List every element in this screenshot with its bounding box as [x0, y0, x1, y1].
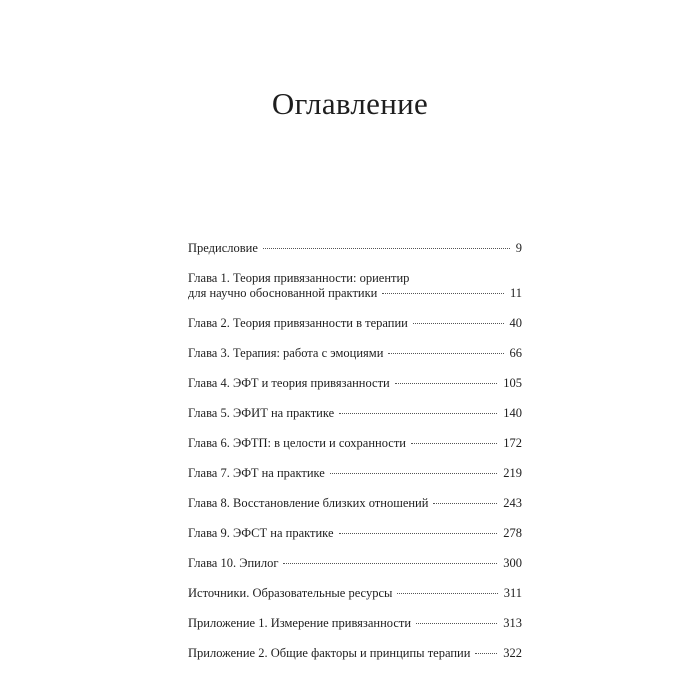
dot-leader	[339, 413, 497, 414]
toc-entry-line	[188, 586, 522, 601]
toc-entry-line	[188, 346, 522, 361]
toc-entry-title: Глава 1. Теория привязанности: ориентир	[188, 271, 410, 285]
dot-leader	[416, 623, 497, 624]
toc-page-number: 172	[503, 436, 522, 450]
toc-entry	[188, 406, 522, 421]
dot-leader	[413, 323, 504, 324]
toc-entry-title: Глава 4. ЭФТ и теория привязанности	[188, 376, 390, 390]
dot-leader	[475, 653, 497, 654]
toc-entry	[188, 556, 522, 571]
toc-entry-line	[188, 646, 522, 661]
toc-entry-title: Глава 6. ЭФТП: в целости и сохранности	[188, 436, 406, 450]
dot-leader	[388, 353, 503, 354]
toc-entry	[188, 466, 522, 481]
toc-entry-title: Предисловие	[188, 241, 258, 255]
dot-leader	[397, 593, 497, 594]
dot-leader	[283, 563, 497, 564]
toc-entry-line	[188, 466, 522, 481]
toc-entry-line	[188, 316, 522, 331]
toc-entry	[188, 316, 522, 331]
toc-entry-line	[188, 436, 522, 451]
table-of-contents	[188, 241, 522, 676]
toc-entry-line	[188, 526, 522, 541]
toc-page-number: 322	[503, 646, 522, 660]
toc-page-number: 140	[503, 406, 522, 420]
toc-page-number: 313	[503, 616, 522, 630]
toc-page-number: 105	[503, 376, 522, 390]
dot-leader	[382, 293, 504, 294]
toc-page-number: 278	[503, 526, 522, 540]
toc-page-number: 311	[503, 586, 522, 600]
dot-leader	[330, 473, 497, 474]
page-title: Оглавление	[271, 86, 429, 121]
toc-entry	[188, 271, 522, 301]
toc-entry	[188, 241, 522, 256]
toc-entry-title: Приложение 1. Измерение привязанности	[188, 616, 412, 630]
toc-entry-title: Приложение 2. Общие факторы и принципы терапии	[188, 646, 471, 660]
toc-entry-title: Глава 8. Восстановление близких отношений	[188, 496, 429, 510]
toc-entry-line	[188, 616, 522, 631]
toc-entry-title: Глава 3. Терапия: работа с эмоциями	[188, 346, 384, 360]
toc-page-number: 243	[503, 496, 522, 510]
toc-entry	[188, 346, 522, 361]
toc-entry-title: для научно обоснованной практики	[188, 286, 378, 300]
toc-entry-title: Глава 7. ЭФТ на практике	[188, 466, 325, 480]
toc-entry-line	[188, 286, 522, 301]
toc-entry-title: Глава 5. ЭФИТ на практике	[188, 406, 335, 420]
dot-leader	[395, 383, 497, 384]
toc-entry-title: Глава 9. ЭФСТ на практике	[188, 526, 334, 540]
dot-leader	[263, 248, 510, 249]
toc-page-number: 66	[509, 346, 522, 360]
toc-entry-title: Глава 10. Эпилог	[188, 556, 279, 570]
toc-page-number: 11	[509, 286, 522, 300]
toc-entry	[188, 646, 522, 661]
dot-leader	[411, 443, 497, 444]
toc-entry-line	[188, 496, 522, 511]
toc-entry	[188, 586, 522, 601]
dot-leader	[433, 503, 497, 504]
toc-page-number: 40	[509, 316, 522, 330]
toc-entry	[188, 436, 522, 451]
toc-entry-line	[188, 376, 522, 391]
toc-entry	[188, 376, 522, 391]
toc-entry-line	[188, 241, 522, 256]
toc-entry-title: Глава 2. Теория привязанности в терапии	[188, 316, 408, 330]
toc-entry-line	[188, 271, 522, 286]
toc-page-number: 300	[503, 556, 522, 570]
toc-page-number: 219	[503, 466, 522, 480]
dot-leader	[339, 533, 498, 534]
toc-entry-line	[188, 406, 522, 421]
toc-entry	[188, 526, 522, 541]
toc-page-number: 9	[515, 241, 522, 255]
toc-entry	[188, 616, 522, 631]
toc-entry	[188, 496, 522, 511]
toc-entry-line	[188, 556, 522, 571]
toc-entry-title: Источники. Образовательные ресурсы	[188, 586, 393, 600]
